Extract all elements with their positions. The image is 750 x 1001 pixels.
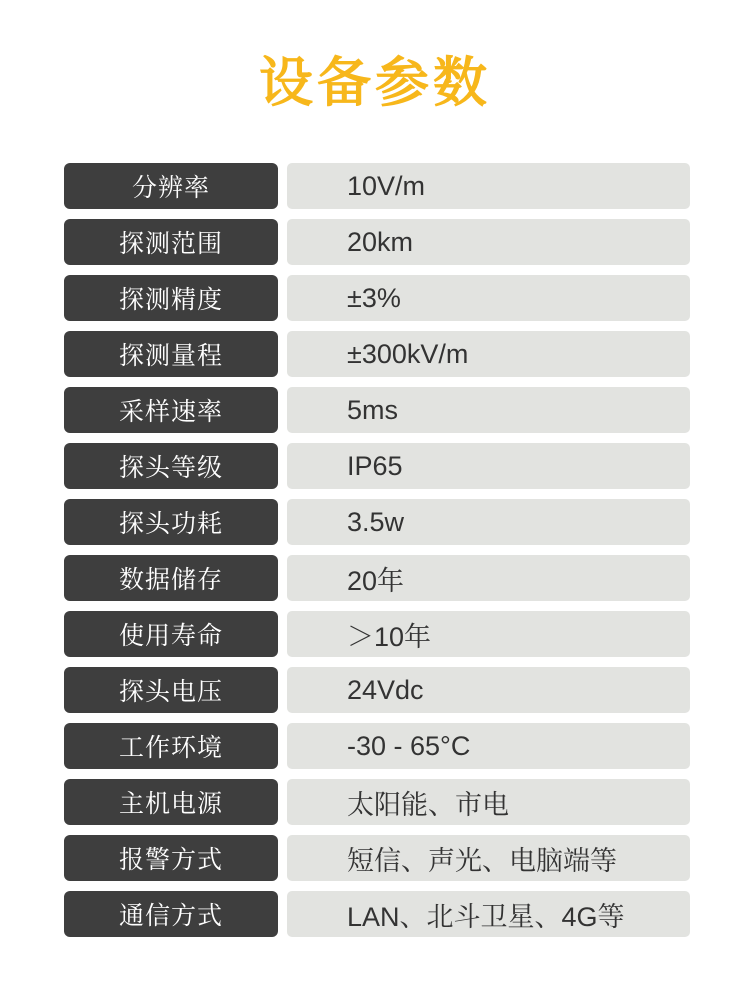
spec-row-label: 主机电源 — [64, 779, 278, 825]
spec-row — [64, 555, 690, 601]
spec-row-label: 探测精度 — [64, 275, 278, 321]
spec-row-label: 探测量程 — [64, 331, 278, 377]
spec-row-label: 探测范围 — [64, 219, 278, 265]
spec-row — [64, 219, 690, 265]
spec-row-value: ±300kV/m — [287, 331, 690, 377]
spec-row — [64, 835, 690, 881]
spec-row — [64, 611, 690, 657]
spec-row — [64, 275, 690, 321]
spec-row-label: 采样速率 — [64, 387, 278, 433]
spec-row — [64, 667, 690, 713]
spec-row — [64, 387, 690, 433]
spec-row-value: 太阳能、市电 — [287, 779, 690, 825]
spec-row-label: 报警方式 — [64, 835, 278, 881]
spec-row-value: 20km — [287, 219, 690, 265]
spec-row — [64, 331, 690, 377]
page-title: 设备参数 — [259, 53, 491, 113]
spec-row-label: 工作环境 — [64, 723, 278, 769]
spec-row-value: IP65 — [287, 443, 690, 489]
spec-row-value: -30 - 65°C — [287, 723, 690, 769]
spec-row — [64, 723, 690, 769]
spec-row — [64, 443, 690, 489]
spec-row-value: 短信、声光、电脑端等 — [287, 835, 690, 881]
spec-row — [64, 163, 690, 209]
spec-row — [64, 499, 690, 545]
spec-row-value: 5ms — [287, 387, 690, 433]
spec-row-label: 探头等级 — [64, 443, 278, 489]
spec-row-label: 探头电压 — [64, 667, 278, 713]
spec-row-value: ＞10年 — [287, 611, 690, 657]
spec-row-value: 3.5w — [287, 499, 690, 545]
spec-row-label: 通信方式 — [64, 891, 278, 937]
spec-table — [64, 163, 690, 937]
spec-row-label: 使用寿命 — [64, 611, 278, 657]
spec-row — [64, 891, 690, 937]
spec-row-value: 20年 — [287, 555, 690, 601]
spec-row — [64, 779, 690, 825]
spec-row-label: 数据储存 — [64, 555, 278, 601]
spec-row-value: LAN、北斗卫星、4G等 — [287, 891, 690, 937]
spec-row-value: ±3% — [287, 275, 690, 321]
spec-row-value: 24Vdc — [287, 667, 690, 713]
spec-row-label: 分辨率 — [64, 163, 278, 209]
spec-row-value: 10V/m — [287, 163, 690, 209]
spec-row-label: 探头功耗 — [64, 499, 278, 545]
